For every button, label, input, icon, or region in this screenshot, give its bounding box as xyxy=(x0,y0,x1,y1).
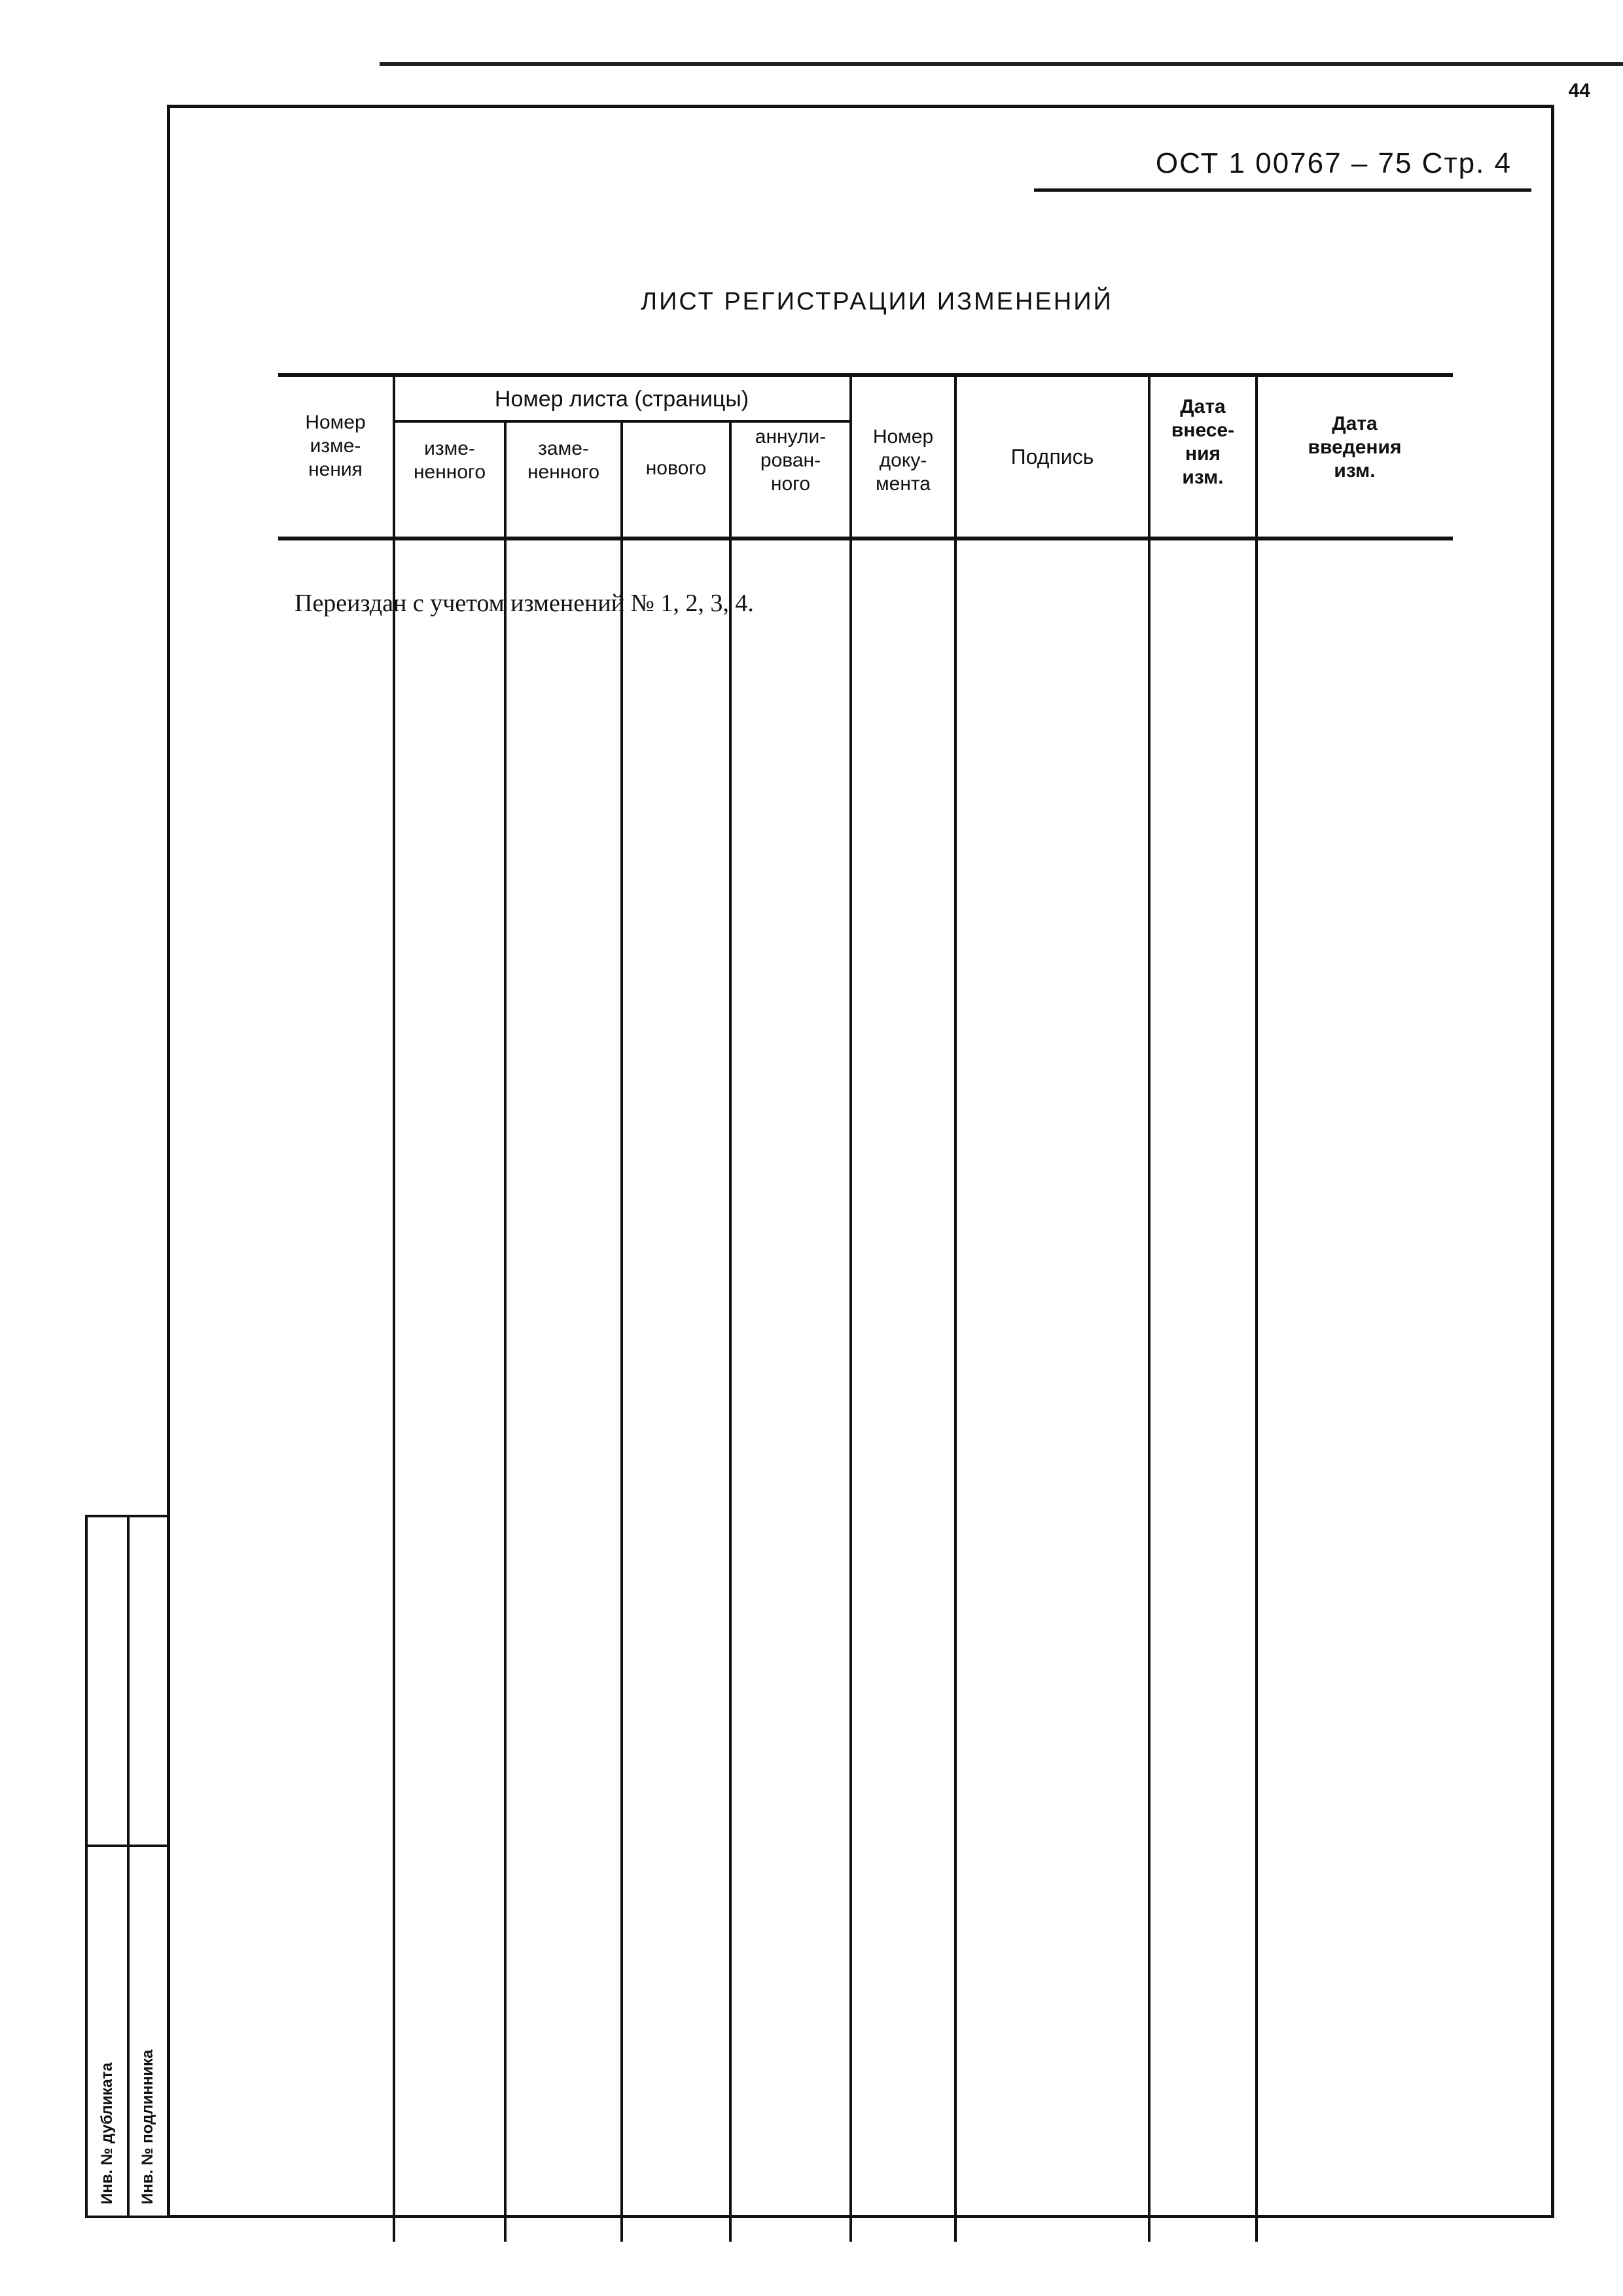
header-change-number: Номер изме- нения xyxy=(305,412,366,480)
sheet-number: 44 xyxy=(1568,80,1590,101)
header-intro-date: Дата введения изм. xyxy=(1308,413,1402,482)
inventory-stamp xyxy=(85,1515,170,2218)
column-divider xyxy=(393,377,395,2242)
header-entry-date: Дата внесе- ния изм. xyxy=(1171,396,1235,488)
reprint-note: Переиздан с учетом изменений № 1, 2, 3, 4. xyxy=(294,590,754,617)
stamp-original-label: Инв. № подлинника xyxy=(139,2049,156,2204)
stamp-column-divider xyxy=(127,1517,130,2216)
column-divider xyxy=(729,423,732,2242)
column-divider xyxy=(849,377,852,2242)
header-annulled: аннули- рован- ного xyxy=(755,426,827,495)
column-divider xyxy=(954,377,957,2242)
top-rule xyxy=(380,62,1623,66)
stamp-row-divider xyxy=(88,1845,168,1847)
header-changed: изме- ненного xyxy=(413,438,486,483)
page-title: ЛИСТ РЕГИСТРАЦИИ ИЗМЕНЕНИЙ xyxy=(641,288,1113,315)
header-replaced: заме- ненного xyxy=(527,438,600,483)
column-divider xyxy=(620,423,623,2242)
header-signature: Подпись xyxy=(1010,445,1094,468)
column-divider xyxy=(504,423,507,2242)
doc-code-underline xyxy=(1034,188,1531,192)
header-new: нового xyxy=(645,457,707,479)
column-divider xyxy=(1148,377,1150,2242)
table-top-rule xyxy=(278,373,1453,377)
header-sheet-group: Номер листа (страницы) xyxy=(494,387,749,412)
table-header-bottom-rule xyxy=(278,537,1453,540)
stamp-duplicate-label: Инв. № дубликата xyxy=(98,2062,116,2204)
header-doc-number: Номер доку- мента xyxy=(872,426,934,495)
doc-code: ОСТ 1 00767 – 75 Стр. 4 xyxy=(1155,147,1512,179)
column-divider xyxy=(1255,377,1258,2242)
